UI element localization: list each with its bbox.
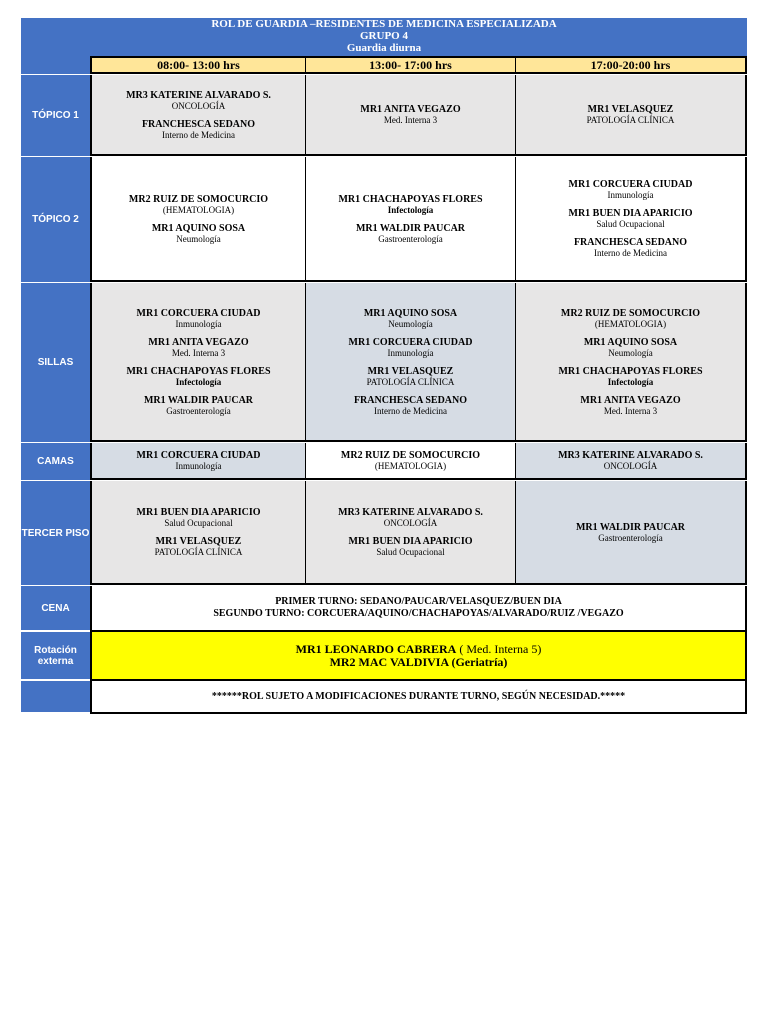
resident-specialty: ONCOLOGÍA [383, 518, 438, 528]
shift-cell [306, 75, 516, 156]
resident-entry [144, 395, 253, 416]
resident-name: MR1 CORCUERA CIUDAD [348, 336, 473, 348]
resident-entry [349, 337, 473, 358]
resident-specialty: Inmunología [607, 190, 654, 200]
resident-name: MR1 CHACHAPOYAS FLORES [338, 193, 483, 205]
shift-cell [306, 283, 516, 442]
resident-name: FRANCHESCA SEDANO [573, 237, 688, 248]
shift-cell [516, 157, 747, 282]
dinner-label: CENA [21, 586, 90, 631]
resident-name: MR1 WALDIR PAUCAR [575, 521, 686, 533]
resident-specialty: Med. Interna 3 [383, 115, 438, 125]
row-label: TERCER PISO [21, 481, 90, 586]
shift-cell [516, 283, 747, 442]
resident-name: MR1 ANITA VEGAZO [148, 336, 249, 348]
roster-header [21, 18, 747, 56]
resident-name: MR2 RUIZ DE SOMOCURCIO [560, 307, 701, 319]
resident-specialty: Infectología [607, 376, 654, 387]
resident-name: MR1 AQUINO SOSA [363, 307, 458, 319]
column-header-morning: 08:00- 13:00 hrs [90, 56, 306, 74]
roster-group: GRUPO 4 [360, 30, 408, 42]
resident-entry [152, 223, 245, 244]
resident-name: MR1 VELASQUEZ [367, 365, 454, 377]
shift-cell [516, 443, 747, 480]
shift-cell [90, 443, 306, 480]
resident-name: MR1 ANITA VEGAZO [360, 104, 461, 115]
resident-specialty: Gastroenterología [378, 233, 443, 244]
dinner-second-shift: SEGUNDO TURNO: CORCUERA/AQUINO/CHACHAPOYAS/ALVARADO/RUIZ /VEGAZO [213, 608, 624, 619]
external-rotation-spec: ( Med. Interna 5) [456, 641, 542, 656]
resident-name: MR3 KATERINE ALVARADO S. [126, 89, 271, 101]
resident-specialty: Infectología [387, 204, 434, 215]
roster-note: ******ROL SUJETO A MODIFICACIONES DURANTE TURNO, SEGÚN NECESIDAD.***** [90, 681, 747, 714]
resident-name: MR1 ANITA VEGAZO [580, 394, 681, 406]
shift-cell [306, 481, 516, 585]
resident-specialty: Med. Interna 3 [171, 347, 226, 358]
corner-cell [21, 56, 90, 75]
resident-name: MR1 AQUINO SOSA [151, 222, 246, 234]
resident-entry [126, 366, 270, 387]
resident-specialty: Infectología [175, 376, 222, 387]
resident-name: MR1 AQUINO SOSA [583, 336, 678, 348]
shift-cell [516, 481, 747, 585]
external-rotation-cell [90, 632, 747, 681]
resident-entry [580, 395, 680, 416]
resident-specialty: Neumología [176, 233, 221, 244]
resident-entry [367, 366, 455, 387]
resident-specialty: Interno de Medicina [594, 248, 667, 258]
resident-name: MR1 WALDIR PAUCAR [355, 222, 466, 234]
note-label-cell [21, 681, 90, 713]
resident-specialty: (HEMATOLOGIA) [374, 461, 447, 471]
resident-name: MR1 VELASQUEZ [155, 536, 242, 547]
resident-entry [558, 366, 702, 387]
resident-specialty: Salud Ocupacional [376, 547, 445, 557]
resident-specialty: Gastroenterología [598, 532, 663, 543]
shift-cell [90, 75, 306, 156]
external-rotation-row [21, 632, 747, 681]
shift-cell [90, 157, 306, 282]
resident-entry [142, 119, 255, 140]
shift-cell [306, 443, 516, 480]
resident-specialty: Salud Ocupacional [596, 219, 665, 229]
resident-specialty: PATOLOGÍA CLÍNICA [154, 547, 243, 557]
resident-entry [137, 308, 261, 329]
row-label: TÓPICO 2 [21, 157, 90, 283]
resident-name: MR1 CORCUERA CIUDAD [136, 307, 261, 319]
resident-specialty: Inmunología [175, 318, 222, 329]
resident-name: MR1 CHACHAPOYAS FLORES [126, 365, 271, 377]
shift-cell [306, 157, 516, 282]
row-label: SILLAS [21, 283, 90, 443]
roster-title: ROL DE GUARDIA –RESIDENTES DE MEDICINA ESPECIALIZADA [211, 18, 557, 30]
resident-name: MR3 KATERINE ALVARADO S. [558, 450, 703, 461]
resident-specialty: (HEMATOLOGIA) [162, 204, 235, 215]
resident-specialty: Med. Interna 3 [603, 405, 658, 416]
shift-cell [90, 481, 306, 585]
resident-name: MR1 BUEN DIA APARICIO [568, 208, 693, 219]
resident-name: MR2 RUIZ DE SOMOCURCIO [340, 450, 481, 461]
note-row [21, 681, 747, 714]
resident-entry [587, 104, 675, 125]
resident-specialty: Salud Ocupacional [164, 518, 233, 528]
resident-entry [569, 179, 693, 200]
resident-name: FRANCHESCA SEDANO [353, 394, 468, 406]
roster-grid [21, 56, 747, 586]
resident-name: MR1 BUEN DIA APARICIO [136, 507, 261, 518]
resident-specialty: Neumología [388, 318, 433, 329]
dinner-first-shift: PRIMER TURNO: SEDANO/PAUCAR/VELASQUEZ/BUEN DIA [275, 596, 562, 607]
resident-entry [137, 507, 261, 528]
resident-specialty: ONCOLOGÍA [171, 100, 226, 111]
column-header-afternoon: 13:00- 17:00 hrs [306, 56, 516, 74]
resident-specialty: Inmunología [175, 461, 222, 471]
external-rotation-label: Rotación externa [21, 632, 90, 680]
resident-entry [360, 104, 460, 125]
resident-entry [584, 337, 677, 358]
resident-name: MR1 CHACHAPOYAS FLORES [558, 365, 703, 377]
resident-name: MR3 KATERINE ALVARADO S. [338, 507, 483, 518]
resident-specialty: Gastroenterología [166, 405, 231, 416]
resident-entry [129, 194, 268, 215]
resident-entry [349, 536, 473, 557]
resident-name: MR1 VELASQUEZ [587, 104, 674, 115]
resident-name: MR1 WALDIR PAUCAR [143, 394, 254, 406]
resident-specialty: ONCOLOGÍA [603, 461, 658, 471]
resident-specialty: Interno de Medicina [162, 129, 235, 140]
row-label: TÓPICO 1 [21, 75, 90, 157]
resident-entry [356, 223, 465, 244]
resident-specialty: PATOLOGÍA CLÍNICA [366, 376, 455, 387]
resident-entry [354, 395, 467, 416]
shift-cell [516, 75, 747, 156]
column-header-evening: 17:00-20:00 hrs [516, 56, 747, 74]
resident-entry [148, 337, 248, 358]
resident-specialty: Neumología [608, 347, 653, 358]
resident-name: MR2 RUIZ DE SOMOCURCIO [128, 193, 269, 205]
resident-entry [126, 90, 271, 111]
shift-cell [90, 283, 306, 442]
external-rotation-line2: MR2 MAC VALDIVIA (Geriatría) [329, 654, 508, 669]
resident-specialty: PATOLOGÍA CLÍNICA [586, 115, 675, 125]
resident-specialty: Interno de Medicina [374, 405, 447, 416]
resident-name: MR1 BUEN DIA APARICIO [348, 536, 473, 547]
resident-entry [364, 308, 457, 329]
resident-entry [574, 237, 687, 258]
duty-roster-table [21, 18, 747, 714]
dinner-shifts [90, 586, 747, 632]
resident-entry [137, 450, 261, 471]
external-rotation-name: MR1 LEONARDO CABRERA [295, 641, 457, 656]
resident-entry [561, 308, 700, 329]
resident-specialty: (HEMATOLOGIA) [594, 318, 667, 329]
resident-entry [576, 522, 685, 543]
resident-entry [569, 208, 693, 229]
resident-specialty: Inmunología [387, 347, 434, 358]
resident-entry [338, 194, 482, 215]
row-label: CAMAS [21, 443, 90, 481]
resident-name: MR1 CORCUERA CIUDAD [136, 450, 261, 461]
dinner-row [21, 586, 747, 632]
resident-entry [338, 507, 483, 528]
roster-subtitle: Guardia diurna [346, 42, 422, 54]
resident-name: FRANCHESCA SEDANO [141, 118, 256, 130]
resident-entry [558, 450, 703, 471]
resident-entry [341, 450, 480, 471]
resident-entry [155, 536, 243, 557]
resident-name: MR1 CORCUERA CIUDAD [568, 179, 693, 190]
